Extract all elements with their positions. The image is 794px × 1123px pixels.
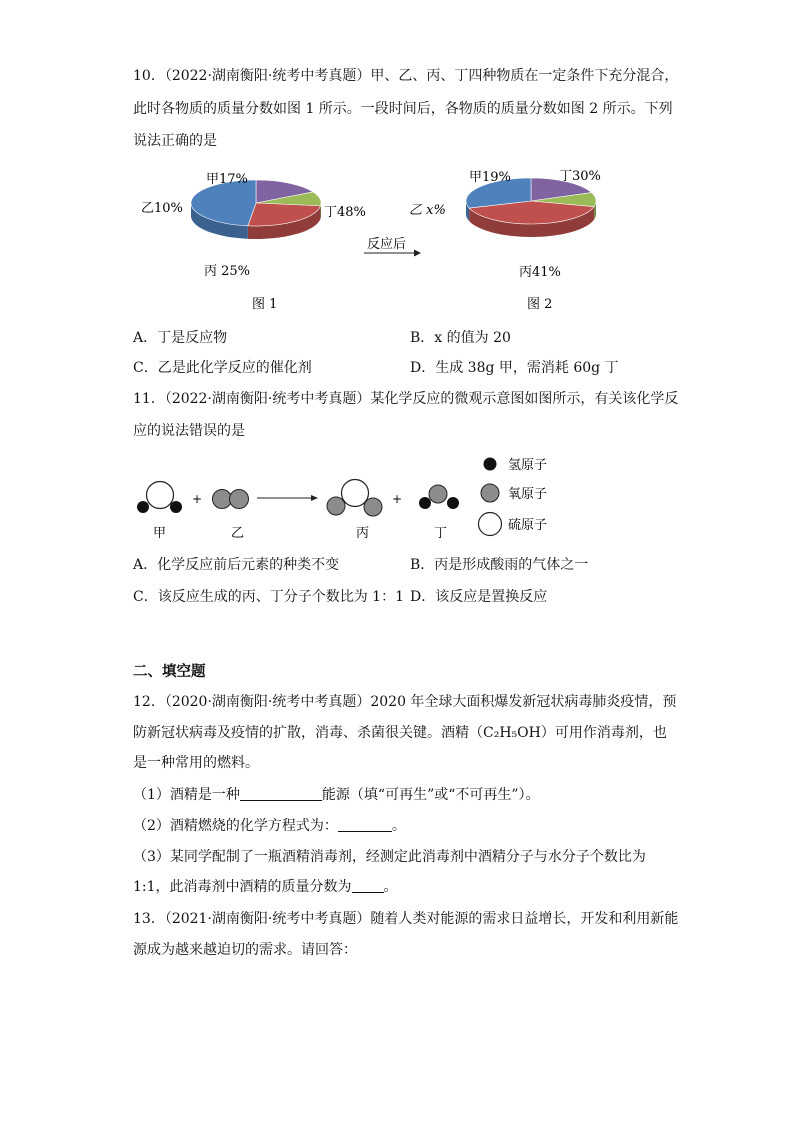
q11-option-a: A．化学反应前后元素的种类不变 (133, 557, 340, 573)
fig1-yi-label: 乙10% (141, 201, 183, 216)
pie-chart-1 (191, 180, 321, 239)
legend-sulfur: 硫原子 (508, 518, 548, 533)
q11-molecule-diagram (0, 450, 794, 550)
fig2-caption: 图 2 (527, 297, 553, 312)
q10-line-3: 说法正确的是 (133, 133, 217, 149)
q10-option-b: B．x 的值为 20 (410, 330, 511, 346)
fig2-ding-label: 丁30% (559, 169, 601, 184)
fig1-bing-label: 丙 25% (204, 264, 251, 279)
q11-option-b: B．丙是形成酸雨的气体之一 (410, 557, 589, 573)
molecule-jia (137, 482, 182, 514)
pie-chart-2 (466, 178, 596, 237)
molecule-label-bing: 丙 (356, 526, 370, 541)
q12-part-1: （1）酒精是一种 能源（填“可再生”或“不可再生”）。 (133, 787, 540, 803)
answer-blank-3[interactable] (352, 878, 384, 893)
molecule-label-yi: 乙 (231, 526, 245, 541)
q12-line-3: 是一种常用的燃料。 (133, 755, 259, 771)
q12-line-1: 12．（2020·湖南衡阳·统考中考真题）2020 年全球大面积爆发新冠状病毒肺炎疫情，预 (133, 694, 677, 710)
atom-legend (479, 458, 548, 536)
legend-hydrogen: 氢原子 (508, 458, 548, 473)
arrow-label: 反应后 (367, 237, 407, 252)
fig2-yi-label: 乙 x% (409, 203, 446, 218)
q10-option-a: A．丁是反应物 (133, 330, 228, 346)
molecule-label-jia: 甲 (153, 526, 167, 541)
q10-figure (0, 160, 794, 330)
plus-sign-1: + (192, 492, 203, 506)
q11-option-d: D．该反应是置换反应 (410, 589, 548, 605)
q12-line-2: 防新冠状病毒及疫情的扩散，消毒、杀菌很关键。酒精（C₂H₅OH）可用作消毒剂，也 (133, 725, 667, 741)
q11-option-c: C．该反应生成的丙、丁分子个数比为 1：1 (133, 589, 404, 605)
q13-line-1: 13．（2021·湖南衡阳·统考中考真题）随着人类对能源的需求日益增长，开发和利用新能 (133, 911, 679, 927)
legend-oxygen: 氧原子 (508, 487, 548, 502)
q10-option-d: D．生成 38g 甲，需消耗 60g 丁 (410, 360, 619, 376)
answer-blank-2[interactable] (338, 817, 392, 832)
molecule-label-ding: 丁 (434, 526, 448, 541)
fig1-jia-label: 甲17% (206, 172, 248, 187)
molecule-yi (213, 490, 249, 509)
plus-sign-2: + (392, 492, 403, 506)
fig1-ding-label: 丁48% (324, 205, 366, 220)
fig2-jia-label: 甲19% (469, 170, 511, 185)
fig2-bing-label: 丙41% (519, 265, 561, 280)
q10-option-c: C．乙是此化学反应的催化剂 (133, 360, 312, 376)
q13-line-2: 源成为越来越迫切的需求。请回答： (133, 942, 357, 958)
answer-blank-1[interactable] (240, 786, 322, 801)
q11-line-1: 11．（2022·湖南衡阳·统考中考真题）某化学反应的微观示意图如图所示，有关该化学反 (133, 391, 679, 407)
q12-part-2: （2）酒精燃烧的化学方程式为： 。 (133, 818, 406, 834)
molecule-bing (327, 480, 382, 517)
section-title: 二、填空题 (133, 664, 206, 680)
q11-line-2: 应的说法错误的是 (133, 423, 245, 439)
fig1-caption: 图 1 (252, 297, 278, 312)
q12-part-3-line-1: （3）某同学配制了一瓶酒精消毒剂，经测定此消毒剂中酒精分子与水分子个数比为 (133, 849, 646, 865)
molecule-ding (419, 485, 459, 509)
q10-line-2: 此时各物质的质量分数如图 1 所示。一段时间后，各物质的质量分数如图 2 所示。下列 (133, 101, 673, 117)
q12-part-3-line-2: 1:1，此消毒剂中酒精的质量分数为 。 (133, 879, 398, 895)
q10-line-1: 10．（2022·湖南衡阳·统考中考真题）甲、乙、丙、丁四种物质在一定条件下充分混合， (133, 68, 679, 84)
